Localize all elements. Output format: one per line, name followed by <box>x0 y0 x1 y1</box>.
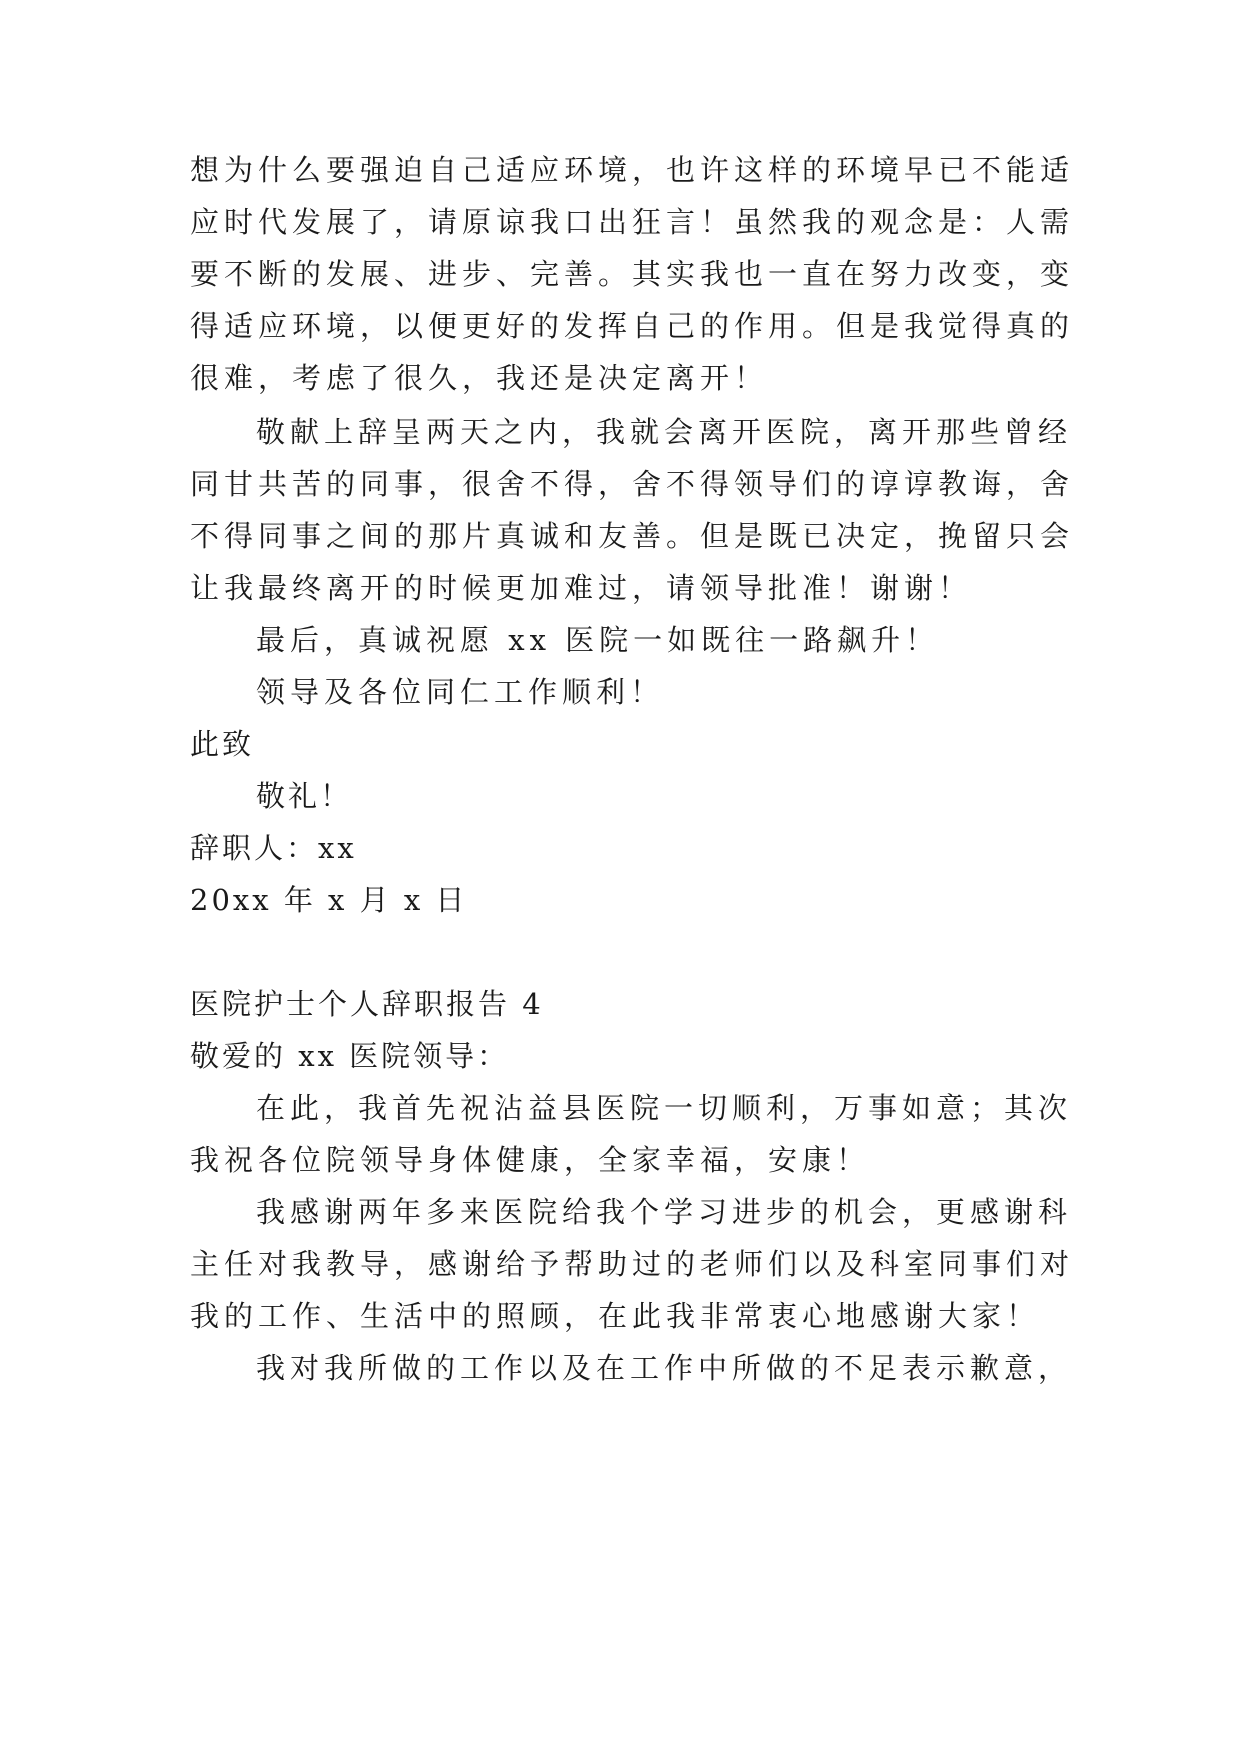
paragraph-line: 同甘共苦的同事，很舍不得，舍不得领导们的谆谆教诲，舍 <box>190 467 1075 501</box>
paragraph-line: 在此，我首先祝沾益县医院一切顺利，万事如意；其次 <box>256 1091 1073 1125</box>
addressee-line: 敬爱的 xx 医院领导： <box>190 1039 510 1073</box>
paragraph-line: 应时代发展了，请原谅我口出狂言！虽然我的观念是：人需 <box>190 205 1075 239</box>
date-line: 20xx 年 x 月 x 日 <box>190 883 468 917</box>
paragraph-line: 不得同事之间的那片真诚和友善。但是既已决定，挽留只会 <box>190 519 1075 553</box>
paragraph-line: 我对我所做的工作以及在工作中所做的不足表示歉意， <box>256 1351 1073 1385</box>
signer-line: 辞职人：xx <box>190 831 357 865</box>
paragraph-line: 敬献上辞呈两天之内，我就会离开医院，离开那些曾经 <box>256 415 1073 449</box>
paragraph-line: 让我最终离开的时候更加难过，请领导批准！谢谢！ <box>190 571 973 605</box>
paragraph-line: 很难，考虑了很久，我还是决定离开！ <box>190 361 769 395</box>
closing-salutation: 此致 <box>190 727 255 761</box>
paragraph-line: 我祝各位院领导身体健康，全家幸福，安康！ <box>190 1143 871 1177</box>
paragraph-line: 我的工作、生活中的照顾，在此我非常衷心地感谢大家！ <box>190 1299 1041 1333</box>
section-title: 医院护士个人辞职报告 4 <box>190 987 544 1021</box>
paragraph-line: 要不断的发展、进步、完善。其实我也一直在努力改变，变 <box>190 257 1075 291</box>
paragraph-line: 想为什么要强迫自己适应环境，也许这样的环境早已不能适 <box>190 153 1075 187</box>
paragraph-line: 领导及各位同仁工作顺利！ <box>256 675 665 709</box>
paragraph-line: 最后，真诚祝愿 xx 医院一如既往一路飙升！ <box>256 623 940 657</box>
paragraph-line: 主任对我教导，感谢给予帮助过的老师们以及科室同事们对 <box>190 1247 1075 1281</box>
paragraph-line: 我感谢两年多来医院给我个学习进步的机会，更感谢科 <box>256 1195 1073 1229</box>
paragraph-line: 得适应环境，以便更好的发挥自己的作用。但是我觉得真的 <box>190 309 1075 343</box>
closing-regards: 敬礼！ <box>256 779 353 813</box>
